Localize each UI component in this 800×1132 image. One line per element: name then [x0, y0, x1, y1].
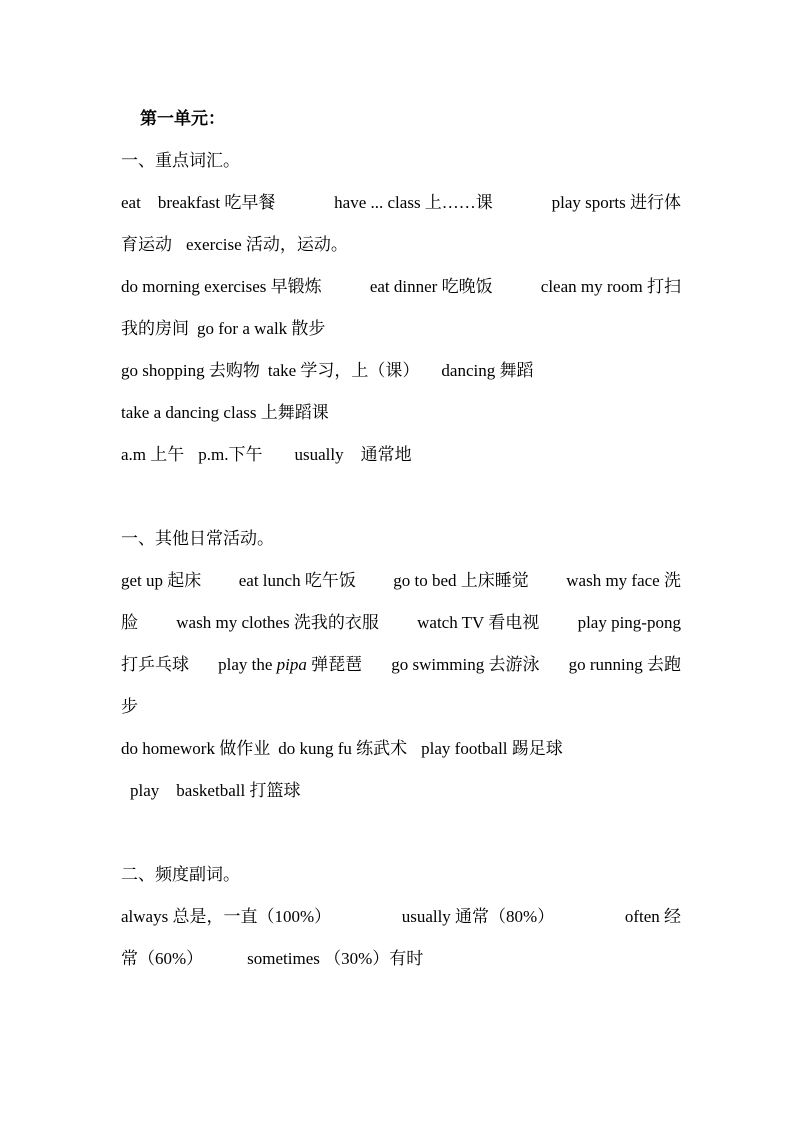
activity-pipa-post: 弹琵琶 — [306, 655, 363, 674]
activity-pipa — [218, 653, 362, 677]
activity-get-up: get up 起床 — [121, 571, 202, 590]
adverb-sometimes: sometimes （30%）有时 — [247, 949, 424, 968]
activity-wash-clothes: wash my clothes 洗我的衣服 — [176, 613, 379, 632]
vocab-walk: go for a walk 散步 — [197, 319, 326, 338]
vocab-line-2 — [121, 233, 681, 257]
vocab-usually: usually 通常地 — [294, 445, 412, 464]
activity-wash-face: wash my face 洗 — [566, 571, 681, 590]
vocab-exercise: exercise 活动，运动。 — [186, 235, 348, 254]
activity-ping-pong-cont: 打乒乓球 — [121, 655, 189, 674]
activity-line-3 — [121, 653, 681, 677]
adverb-often-cont: 常（60%） — [121, 949, 204, 968]
activity-football: play football 踢足球 — [421, 739, 563, 758]
vocab-eat-breakfast: eat breakfast 吃早餐 — [121, 193, 276, 212]
vocab-eat-dinner: eat dinner 吃晚饭 — [369, 277, 493, 296]
activity-running: go running 去跑 — [568, 655, 681, 674]
adverb-often: often 经 — [624, 907, 681, 926]
adverb-always: always 总是，一直（100%） — [121, 907, 332, 926]
vocab-dancing-class: take a dancing class 上舞蹈课 — [121, 403, 329, 422]
activity-pipa-pre: play the — [218, 655, 277, 674]
activity-ping-pong: play ping-pong — [577, 613, 681, 632]
adverb-line-1 — [121, 905, 681, 929]
activity-line-4 — [121, 695, 681, 719]
activity-line-5 — [121, 737, 681, 761]
activity-line-1 — [121, 569, 681, 593]
unit-title: 第一单元： — [140, 109, 225, 128]
section2-heading: 一、其他日常活动。 — [121, 529, 274, 548]
vocab-line-7 — [121, 443, 681, 467]
vocab-dancing: dancing 舞蹈 — [441, 361, 534, 380]
activity-line-6 — [130, 779, 690, 803]
vocab-line-6 — [121, 401, 681, 425]
activity-running-cont: 步 — [121, 697, 138, 716]
activity-go-to-bed: go to bed 上床睡觉 — [393, 571, 529, 590]
activity-line-2 — [121, 611, 681, 635]
vocab-play-sports: play sports 进行体 — [551, 193, 681, 212]
activity-wash-face-cont: 脸 — [121, 613, 138, 632]
activity-watch-tv: watch TV 看电视 — [417, 613, 540, 632]
vocab-clean-room-cont: 我的房间 — [121, 319, 189, 338]
vocab-have-class: have ... class 上……课 — [334, 193, 493, 212]
activity-pipa-word: pipa — [276, 655, 307, 674]
vocab-line-3 — [121, 275, 681, 299]
activity-homework: do homework 做作业 — [121, 739, 271, 758]
vocab-pm: p.m.下午 — [198, 445, 263, 464]
vocab-take: take 学习，上（课） — [267, 361, 420, 380]
activity-basketball: play basketball 打篮球 — [130, 781, 301, 800]
adverb-usually: usually 通常（80%） — [401, 907, 555, 926]
activity-eat-lunch: eat lunch 吃午饭 — [238, 571, 356, 590]
adverb-line-2 — [121, 947, 681, 971]
vocab-line-5 — [121, 359, 681, 383]
vocab-line-4 — [121, 317, 681, 341]
vocab-line-1 — [121, 191, 681, 215]
vocab-play-sports-cont: 育运动 — [121, 235, 172, 254]
vocab-morning-exercises: do morning exercises 早锻炼 — [121, 277, 322, 296]
activity-swimming: go swimming 去游泳 — [391, 655, 540, 674]
activity-kung-fu: do kung fu 练武术 — [278, 739, 408, 758]
section1-heading: 一、重点词汇。 — [121, 151, 240, 170]
vocab-am: a.m 上午 — [121, 445, 185, 464]
section3-heading: 二、频度副词。 — [121, 865, 240, 884]
vocab-shopping: go shopping 去购物 — [121, 361, 260, 380]
vocab-clean-room: clean my room 打扫 — [540, 277, 681, 296]
